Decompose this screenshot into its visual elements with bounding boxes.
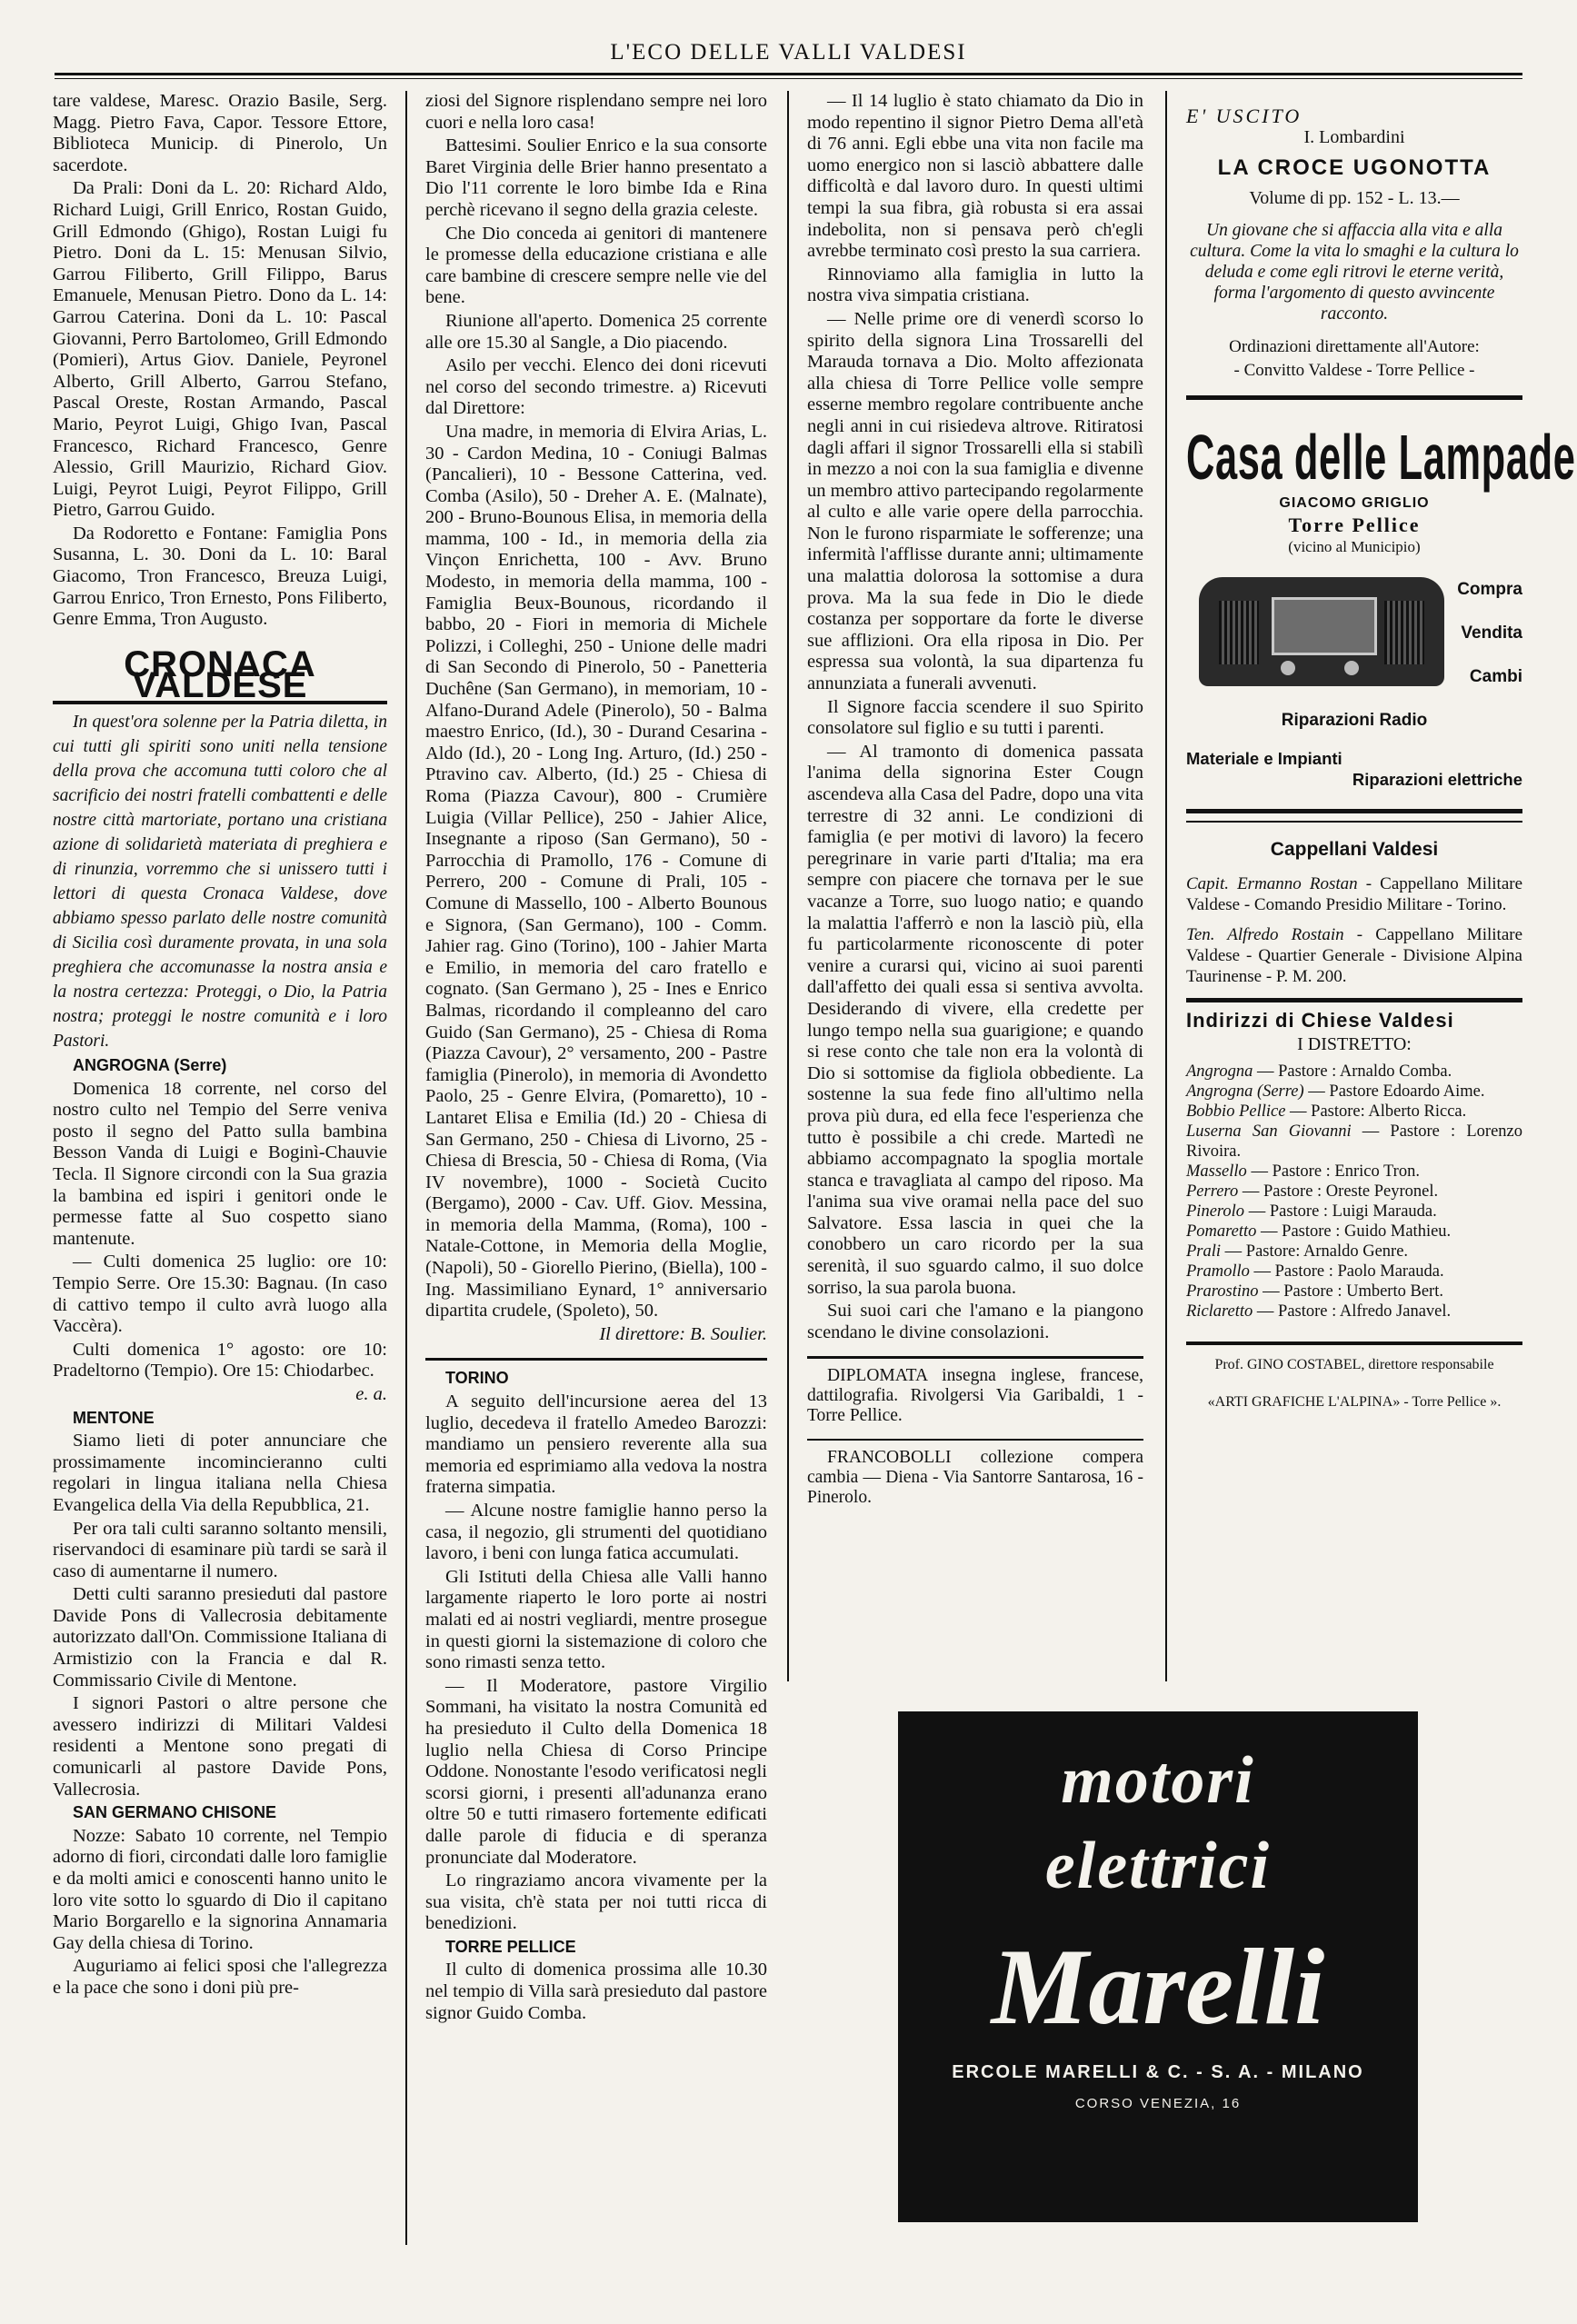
lampade-note: (vicino al Municipio) <box>1288 537 1421 555</box>
radio-illustration-row <box>1186 570 1522 706</box>
article-paragraph: Lo ringraziamo ancora vivamente per la sua visita, ch'è stata per noi tutti ricca di benedizioni. <box>425 1870 767 1934</box>
radio-icon <box>1199 577 1444 686</box>
article-paragraph: ziosi del Signore risplendano sempre nei loro cuori e nella loro casa! <box>425 91 767 133</box>
article-paragraph: I signori Pastori o altre persone che avessero indirizzi di Militari Valdesi residenti a Mentone sono pregati di comunicarli al pastore Davide Pons, Vallecrosia. <box>53 1693 387 1800</box>
pastor-list <box>1186 1062 1522 1322</box>
intro-paragraph: In quest'ora solenne per la Patria diletta, in cui tutti gli spiriti sono uniti nella tensione della prova che accomuna tutti coloro che al sacrificio dei nostri fratelli combattenti e delle nostre città martoriate, portano una cristiana azione di solidarietà materiata di preghiera e di rinunzia, vorremmo che si unissero tutti i lettori di questa Cronaca Valdese, dove abbiamo spesso parlato delle nostre comunità di Sicilia così duramente provata, in una sola preghiera che accomunasse la nostra ansia e la nostra certezza: Proteggi, o Dio, la Patria nostra; proteggi le nostre comunità e i loro Pastori. <box>53 713 387 1052</box>
column-2 <box>425 91 767 2026</box>
column-3 <box>807 91 1143 1510</box>
article-paragraph: — Il 14 luglio è stato chiamato da Dio in modo repentino il signor Pietro Dema all'età di 76 anni. Egli ebbe una vita non facile ma uomo energico non si lasciò abbattere dalle difficoltà e dal lavoro duro. In questi ultimi tempi la sua fibra, già robusta si era assai indebolita, non si pensava però ch'egli avrebbe terminato così presto la sua carriera. <box>807 91 1143 262</box>
article-paragraph: Il culto di domenica prossima alle 10.30 nel tempio di Villa sarà presieduto dal pastore signor Guido Comba. <box>425 1960 767 2023</box>
article-paragraph: Nozze: Sabato 10 corrente, nel Tempio adorno di fiori, circondati dalle loro famiglie e da molti amici e conoscenti hanno unito le loro vite sotto lo sguardo di Dio il capitano Mario Borgarello e la signorina Annamaria Gay della chiesa di Torino. <box>53 1825 387 1953</box>
book-volume: Volume di pp. 152 - L. 13.— <box>1249 187 1460 208</box>
heading-san-germano: SAN GERMANO CHISONE <box>73 1803 277 1822</box>
ad-compra: Compra <box>1457 580 1522 600</box>
article-paragraph: Culti domenica 1° agosto: ore 10: Pradeltorno (Tempio). Ore 15: Chiodarbec. <box>53 1339 387 1381</box>
separator <box>425 1358 767 1361</box>
donor-list-prali: Da Prali: Doni da L. 20: Richard Aldo, Richard Luigi, Grill Enrico, Rostan Guido, Grill Edmondo (Ghigo), Rostan Luigi fu Pietro. Doni da L. 15: Menusan Silvio, Garrou Filiberto, Grill Filippo, Barus Emanuele, Menusan Pietro. Dono da L. 14: Garrou Caterina. Doni da L. 10: Pascal Giovanni, Perro Bartolomeo, Grill Edmondo (Pomieri), Artus Giov. Daniele, Peyronel Alberto, Grill Alberto, Garrou Stefano, Pascal Oreste, Rostan Armando, Pascal Mario, Peyrot Luigi, Ghigo Ivan, Pascal Francesco, Richard Francesco, Genre Alessio, Grill Maurizio, Richard Giov. Luigi, Peyrot Luigi, Peyrot Filippo, Grill Pietro, Garrou Guido. <box>53 178 387 521</box>
marelli-address: CORSO VENEZIA, 16 <box>1074 2096 1242 2111</box>
responsible-director: Prof. GINO COSTABEL, direttore responsabile <box>1186 1342 1522 1376</box>
ad-cambi: Cambi <box>1469 667 1522 687</box>
article-paragraph: Battesimi. Soulier Enrico e la sua consorte Baret Virginia delle Brier hanno presentato a Dio l'11 corrente le loro bimbe Ida e Rina perchè ricevano il segno della grazia celeste. <box>425 135 767 220</box>
article-paragraph: Detti culti saranno presieduti dal pastore Davide Pons di Vallecrosia debitamente autorizzato dall'On. Commissione Italiana di Armistizio con la Francia e dal R. Commissario Civile di Mentone. <box>53 1584 387 1691</box>
ad-riparazioni-radio: Riparazioni Radio <box>1281 711 1428 731</box>
article-paragraph: Il Signore faccia scendere il suo Spirito consolatore sul figlio e su tutti i parenti. <box>807 696 1143 739</box>
marelli-line-2: elettrici <box>1044 1829 1272 1903</box>
separator <box>807 1356 1143 1359</box>
signature: e. a. <box>355 1383 387 1404</box>
pastor-entry: Pramollo — Pastore : Paolo Marauda. <box>1186 1262 1444 1281</box>
pastor-entry: Prarostino — Pastore : Umberto Bert. <box>1186 1282 1443 1301</box>
lampade-owner: GIACOMO GRIGLIO <box>1279 495 1430 512</box>
article-paragraph: — Alcune nostre famiglie hanno perso la casa, il negozio, gli strumenti del quotidiano lavoro, i beni con lunga fatica accumulati. <box>425 1501 767 1564</box>
marelli-brand: Marelli <box>991 1926 1325 2047</box>
column-divider <box>1165 91 1167 1681</box>
marelli-ad <box>898 1711 1418 2222</box>
ad-vendita: Vendita <box>1461 623 1522 643</box>
lampade-title: Casa delle Lampade <box>1186 422 1576 494</box>
separator <box>1186 998 1522 1002</box>
indirizzi-title: Indirizzi di Chiese Valdesi <box>1186 1008 1454 1032</box>
district-label: I DISTRETTO: <box>1297 1034 1412 1055</box>
article-paragraph: Riunione all'aperto. Domenica 25 corrente alle ore 15.30 al Sangle, a Dio piacendo. <box>425 310 767 353</box>
pastor-entry: Angrogna (Serre) — Pastore Edoardo Aime. <box>1186 1082 1485 1101</box>
cappellani-title: Cappellani Valdesi <box>1270 838 1439 860</box>
article-paragraph: Domenica 18 corrente, nel corso del nostro culto nel Tempio del Serre veniva posto il segno del Patto sulla bambina Besson Vanda di Luigi e Boginì-Chauvie Tecla. Il Signore circondi con la Sua grazia la bambina ed ispiri i genitori onde le permesse fatte al Suo cospetto siano mantenute. <box>53 1078 387 1249</box>
pastor-entry: Pinerolo — Pastore : Luigi Marauda. <box>1186 1202 1437 1221</box>
pastor-entry: Riclaretto — Pastore : Alfredo Janavel. <box>1186 1302 1452 1321</box>
heading-mentone: MENTONE <box>73 1408 155 1427</box>
pastor-entry: Luserna San Giovanni — Pastore : Lorenzo Rivoira. <box>1186 1122 1522 1161</box>
article-paragraph: — Al tramonto di domenica passata l'anima della signorina Ester Cougn ascendeva alla Casa del Padre, dopo una vita terrestre di 32 anni. Le condizioni di famiglia (e per motivi di lavoro) la fecero peregrinare in varie parti d'Italia; ma era sempre con piacere che tornava per le sue vacanze a Torre, suo luogo natio; e quando la malattia l'afferrò e non la lasciò più, ella fu particolarmente riconoscente di poter venire a curarsi qui, vicino ai suoi parenti dall'affetto dei quali essa si sentiva avvolta. Desiderando di vivere, ella credette per lungo tempo nella sua guarigione; e quando si rese conto che tale non era la volontà di Dio si sottomise da figliola obbediente. La sostenne la sua fede fino all'ultimo nella prova più dura, ed ella fece l'esperienza che tutto è possibile a chi crede. Martedì ne abbiamo accompagnato la spoglia mortale stanca e travagliata al campo del riposo. Ma l'anima sua vive oramai nella pace del suo Salvatore. Essa lascia in quei che la conobbero un caro ricordo per la sua serenità, il suo sguardo calmo, il suo dolce sorriso, la sua parola buona. <box>807 741 1143 1298</box>
article-paragraph: Auguriamo ai felici sposi che l'allegrezza e la pace che sono i doni più pre- <box>53 1956 387 1998</box>
heading-torre-pellice: TORRE PELLICE <box>445 1937 576 1956</box>
heading-torino: TORINO <box>445 1369 509 1388</box>
lampade-ad <box>1186 422 1576 791</box>
book-ad <box>1186 105 1522 400</box>
section-title-cronaca-valdese: CRONACA VALDESE <box>53 654 387 704</box>
donations-list: Una madre, in memoria di Elvira Arias, L. 30 - Cardon Medina, 10 - Coniugi Balmas (Pancalieri), 10 - Bessone Catterina, ved. Comba (Asilo), 50 - Dreher A. E. (Malnate), 200 - Bruno-Bounous Elisa, in memoria della mamma, 100 - Id., in memoria della zia Vinçon Enrichetta, 100 - Avv. Bruno Modesto, in memoria della mamma, 100 - Famiglia Beux-Bounous, ricordando il babbo, 20 - Fiori in memoria di Michele Polizzi, i Colleghi, 250 - Unione delle madri di San Secondo di Pinerolo, 50 - Panetteria Duchêne (San Germano), in memoriam, 10 - Alfano-Durand Adele (Pinerolo), 50 - Balma maestro Enrico, (Id.), 30 - Durand Cesarina - Aldo (Id.), 20 - Long Ing. Arturo, (Id.) 250 - Ptravino cav. Alberto, (Id.) 25 - Chiesa di Roma (Piazza Cavour), 800 - Crumière Luigia (Villar Pellice), 250 - Jahier Alice, Insegnante a riposo (San Germano), 50 - Parrocchia di Pramollo, 176 - Comune di Perrero, 200 - Comune di Prali, 105 - Comune di Massello, 100 - Alberto Bounous e Signora, (San Germano), 100 - Comm. Jahier rag. Gino (Torino), 100 - Jahier Marta e Emilio, in memoria del caro fratello e cognato. (San Germano ), 25 - Ines e Enrico Balmas, ricordando il compleanno del caro Guido (San Germano), 25 - Chiesa di Roma (Piazza Cavour), 2° versamento, 200 - Pastre famiglia (Pinerolo), in memoria di Avondetto Paolo, 25 - Genre Elvira, (Pomaretto), 10 - Lantaret Elisa e Emilia (Id.) 20 - Chiesa di San Germano, 250 - Chiesa di Livorno, 25 - Chiesa di Brescia, 50 - Chiesa di Roma, (Via IV novembre), 1000 - Società Cucito (Bergamo), 2000 - Cav. Uff. Giov. Messina, in memoria della Mamma, (Roma), 100 - Natale-Cottone, in Memoria della Moglie, (Napoli), 50 - Giorello Pierino, (Biella), 100 - Ing. Massimiliano Eynard, 1° anniversario dipartita crudele, (Spoleto), 50. <box>425 421 767 1322</box>
signature: Il direttore: B. Soulier. <box>599 1323 767 1344</box>
column-1 <box>53 91 387 2001</box>
pastor-entry: Massello — Pastore : Enrico Tron. <box>1186 1162 1420 1181</box>
article-paragraph: Siamo lieti di poter annunciare che prossimamente incomincieranno culti regolari in lingua italiana nella Chiesa Evangelica della Via della Repubblica, 21. <box>53 1431 387 1515</box>
column-divider <box>787 91 789 1681</box>
pastor-entry: Perrero — Pastore : Oreste Peyronel. <box>1186 1182 1439 1201</box>
separator <box>1186 809 1522 813</box>
cappellano-entry: Ten. Alfredo Rostain - Cappellano Militare Valdese - Quartier Generale - Divisione Alpina Taurinense - P. M. 200. <box>1186 924 1523 986</box>
pastor-entry: Pomaretto — Pastore : Guido Mathieu. <box>1186 1222 1452 1241</box>
ad-materiale: Materiale e Impianti <box>1186 748 1342 768</box>
marelli-company: ERCOLE MARELLI & C. - S. A. - MILANO <box>952 2062 1364 2082</box>
printer-credit: «ARTI GRAFICHE L'ALPINA» - Torre Pellice ». <box>1207 1394 1502 1411</box>
masthead: L'ECO DELLE VALLI VALDESI <box>610 40 967 65</box>
article-paragraph: Rinnoviamo alla famiglia in lutto la nostra viva simpatia cristiana. <box>807 264 1143 306</box>
article-paragraph: — Nelle prime ore di venerdì scorso lo spirito della signora Lina Trossarelli del Marauda tornava a Dio. Molto affezionata alla chiesa di Torre Pellice volle sempre esserne membro regolare contribuente anche negli anni in cui risiedeva altrove. Ritiratosi dagli affari il signor Trossarelli ella si stabilì in mezzo a noi con la sua famiglia e divenne un membro attivo partecipando regolarmente al culto e alle varie opere della parrocchia. Non le furono risparmiate le sofferenze; una infermità l'afflisse durante anni; ultimamente una malattia dolorosa la sottomise a dura prova. Ma la sua fede in Dio le diede costanza per sopportare da forte le diverse sue afflizioni. Ora ella riposa in Dio. Per espressa sua volontà, la sua dipartenza fu annunziata a funerali avvenuti. <box>807 308 1144 694</box>
marelli-line-1: motori <box>1061 1743 1255 1818</box>
pastor-entry: Prali — Pastore: Arnaldo Genre. <box>1186 1242 1409 1261</box>
book-order-address: - Convitto Valdese - Torre Pellice - <box>1233 361 1475 381</box>
classified-ad: FRANCOBOLLI collezione compera cambia — Diena - Via Santorre Santarosa, 16 - Pinerolo. <box>807 1448 1143 1508</box>
heading-angrogna: ANGROGNA (Serre) <box>73 1056 227 1075</box>
article-paragraph: — Il Moderatore, pastore Virgilio Sommani, ha visitato la nostra Comunità ed ha presieduto il Culto della Domenica 18 luglio nella Chiesa di Corso Principe Oddone. Nonostante l'esodo verificatosi negli scorsi giorni, i presenti all'adunanza erano oltre 50 e tutti rimasero fortemente edificati dalle parole di fiducia e di speranza pronunciate dal Moderatore. <box>425 1675 767 1868</box>
ad-riparazioni-elettriche: Riparazioni elettriche <box>1352 770 1522 790</box>
article-paragraph: Gli Istituti della Chiesa alle Valli hanno largamente riaperto le loro porte ai nostri malati ed ai nostri vegliardi, mentre prosegue in questi giorni la sistemazione di coloro che sono rimasti senza tetto. <box>425 1566 767 1673</box>
book-order-line: Ordinazioni direttamente all'Autore: <box>1229 337 1480 357</box>
donor-list-rodoretto: Da Rodoretto e Fontane: Famiglia Pons Susanna, L. 30. Doni da L. 10: Baral Giacomo, Tron Francesco, Breuza Luigi, Garrou Enrico, Tron Ernesto, Pons Filiberto, Genre Emma, Tron Augusto. <box>53 523 387 630</box>
pastor-entry: Bobbio Pellice — Pastore: Alberto Ricca. <box>1186 1102 1467 1121</box>
book-author: I. Lombardini <box>1303 126 1405 147</box>
article-paragraph: Per ora tali culti saranno soltanto mensili, riservandoci di esaminare più tardi se sarà il caso di aumentarne il numero. <box>53 1518 387 1581</box>
lampade-city: Torre Pellice <box>1288 513 1421 536</box>
article-paragraph: A seguito dell'incursione aerea del 13 luglio, decedeva il fratello Amedeo Barozzi: mandiamo un pensiero reverente alla sua memoria ed esprimiamo alla vedova la nostra fraterna simpatia. <box>425 1391 767 1498</box>
column-4 <box>1186 91 1576 1413</box>
article-paragraph: Sui suoi cari che l'amano e la piangono scendano le divine consolazioni. <box>807 1301 1143 1342</box>
pastor-entry: Angrogna — Pastore : Arnaldo Comba. <box>1186 1062 1452 1081</box>
cappellano-entry: Capit. Ermanno Rostan - Cappellano Militare Valdese - Comando Presidio Militare - Torino. <box>1186 873 1523 914</box>
book-blurb: Un giovane che si affaccia alla vita e alla cultura. Come la vita lo smaghi e la cultura lo deluda e come egli ritrovi le eterne verità, forma l'argomento di questo avvincente racconto. <box>1190 221 1519 324</box>
book-title: LA CROCE UGONOTTA <box>1217 155 1492 181</box>
separator <box>1186 821 1522 823</box>
separator <box>807 1439 1143 1441</box>
article-paragraph: — Culti domenica 25 luglio: ore 10: Tempio Serre. Ore 15.30: Bagnau. (In caso di cattivo tempo il culto avrà luogo alla Vaccèra). <box>53 1252 387 1337</box>
article-paragraph: Che Dio conceda ai genitori di mantenere le promesse della educazione cristiana e alle care bambine di crescere sempre nelle vie del bene. <box>425 223 767 308</box>
book-ad-kicker: E' USCITO <box>1186 105 1303 127</box>
article-paragraph: Asilo per vecchi. Elenco dei doni ricevuti nel corso del secondo trimestre. a) Ricevuti dal Direttore: <box>425 355 767 419</box>
masthead-rule <box>55 73 1522 79</box>
column-divider <box>405 91 407 2245</box>
donor-list-continued: tare valdese, Maresc. Orazio Basile, Serg. Magg. Pietro Fava, Capor. Tessore Ettore, Biblioteca Municip. di Pinerolo, Un sacerdote. <box>53 91 387 175</box>
classified-ad: DIPLOMATA insegna inglese, francese, dattilografia. Rivolgersi Via Garibaldi, 1 - Torre Pellice. <box>807 1366 1143 1426</box>
